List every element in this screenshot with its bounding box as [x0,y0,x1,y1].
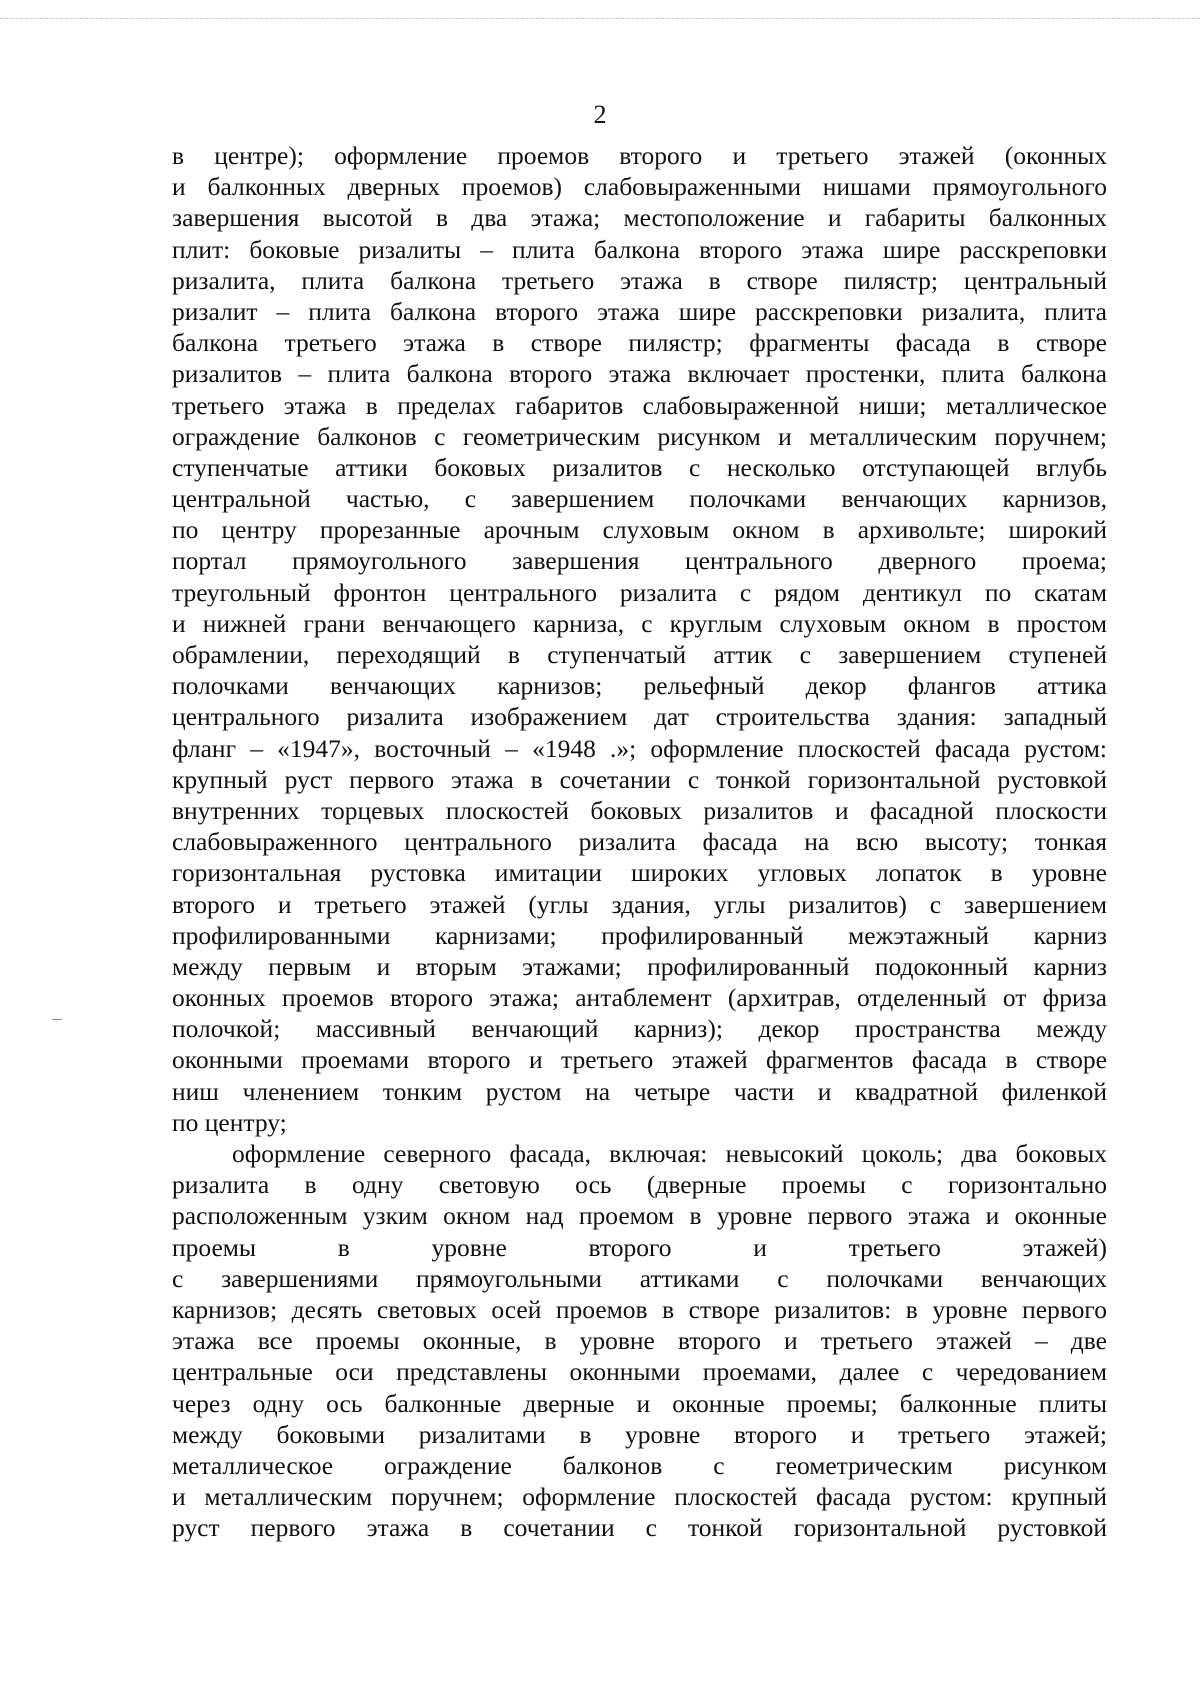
text-line: фланг – «1947», восточный – «1948 .»; оформление плоскостей фасада рустом: [172,733,1107,763]
text-line: по центру прорезанные арочным слуховым окном в архивольте; широкий [172,515,1107,545]
text-line: по центру; [172,1107,287,1137]
text-line: ризалит – плита балкона второго этажа шире расскреповки ризалита, плита [172,296,1107,326]
text-line: центральной частью, с завершением полочками венчающих карнизов, [172,484,1107,514]
text-line: слабовыраженного центрального ризалита фасада на всю высоту; тонкая [172,827,1107,857]
text-line: ступенчатые аттики боковых ризалитов с несколько отступающей вглубь [172,452,1107,482]
text-line: полочкой; массивный венчающий карниз); декор пространства между [172,1014,1107,1044]
paragraph-2 [172,1138,1107,1543]
page-number: 2 [593,100,607,129]
text-line: металлическое ограждение балконов с геометрическим рисунком [172,1450,1107,1480]
text-line: и нижней грани венчающего карниза, с круглым слуховым окном в простом [172,608,1107,638]
text-line: полочками венчающих карнизов; рельефный декор флангов аттика [172,671,1107,701]
document-body [172,140,1107,1543]
margin-mark [52,1019,62,1020]
text-line: оконными проемами второго и третьего этажей фрагментов фасада в створе [172,1045,1107,1075]
text-line: ограждение балконов с геометрическим рисунком и металлическим поручнем; [172,421,1107,451]
text-line: профилированными карнизами; профилированный межэтажный карниз [172,920,1107,950]
text-line: руст первого этажа в сочетании с тонкой горизонтальной рустовкой [172,1513,1107,1543]
text-line: завершения высотой в два этажа; местоположение и габариты балконных [172,203,1107,233]
text-line: через одну ось балконные дверные и оконные проемы; балконные плиты [172,1388,1107,1418]
text-line: крупный руст первого этажа в сочетании с тонкой горизонтальной рустовкой [172,764,1107,794]
text-line: третьего этажа в пределах габаритов слабовыраженной ниши; металлическое [172,390,1107,420]
text-line: оформление северного фасада, включая: невысокий цоколь; два боковых [232,1139,1107,1168]
paragraph-1 [172,140,1107,1138]
text-line: второго и третьего этажей (углы здания, углы ризалитов) с завершением [172,889,1107,919]
text-line: ризалита в одну световую ось (дверные проемы с горизонтально [172,1170,1107,1200]
text-line: проемы в уровне второго и третьего этажей) [172,1232,1107,1262]
text-line: обрамлении, переходящий в ступенчатый аттик с завершением ступеней [172,640,1107,669]
text-line: внутренних торцевых плоскостей боковых ризалитов и фасадной плоскости [172,795,1107,825]
text-line: расположенным узким окном над проемом в уровне первого этажа и оконные [172,1201,1107,1231]
text-line: плит: боковые ризалиты – плита балкона второго этажа шире расскреповки [172,234,1107,264]
text-line: карнизов; десять световых осей проемов в створе ризалитов: в уровне первого [172,1294,1107,1324]
text-line: горизонтальная рустовка имитации широких угловых лопаток в уровне [172,858,1107,888]
text-line: центрального ризалита изображением дат строительства здания: западный [172,702,1107,732]
text-line: ризалита, плита балкона третьего этажа в створе пилястр; центральный [172,265,1107,295]
scan-top-edge [0,18,1200,19]
text-line: портал прямоугольного завершения центрального дверного проема; [172,546,1107,576]
text-line: между первым и вторым этажами; профилированный подоконный карниз [172,951,1107,981]
text-line: между боковыми ризалитами в уровне второго и третьего этажей; [172,1419,1107,1449]
text-line: треугольный фронтон центрального ризалита с рядом дентикул по скатам [172,577,1107,607]
text-line: и балконных дверных проемов) слабовыраженными нишами прямоугольного [172,172,1107,202]
text-line: этажа все проемы оконные, в уровне второго и третьего этажей – две [172,1326,1107,1356]
text-line: и металлическим поручнем; оформление плоскостей фасада рустом: крупный [172,1482,1107,1512]
text-line: ниш членением тонким рустом на четыре части и квадратной филенкой [172,1076,1107,1106]
text-line: ризалитов – плита балкона второго этажа включает простенки, плита балкона [172,359,1107,389]
text-line: с завершениями прямоугольными аттиками с полочками венчающих [172,1263,1107,1293]
text-line: балкона третьего этажа в створе пилястр; фрагменты фасада в створе [172,328,1107,358]
text-line: в центре); оформление проемов второго и третьего этажей (оконных [172,141,1107,170]
text-line: оконных проемов второго этажа; антаблемент (архитрав, отделенный от фриза [172,983,1107,1013]
text-line: центральные оси представлены оконными проемами, далее с чередованием [172,1357,1107,1387]
